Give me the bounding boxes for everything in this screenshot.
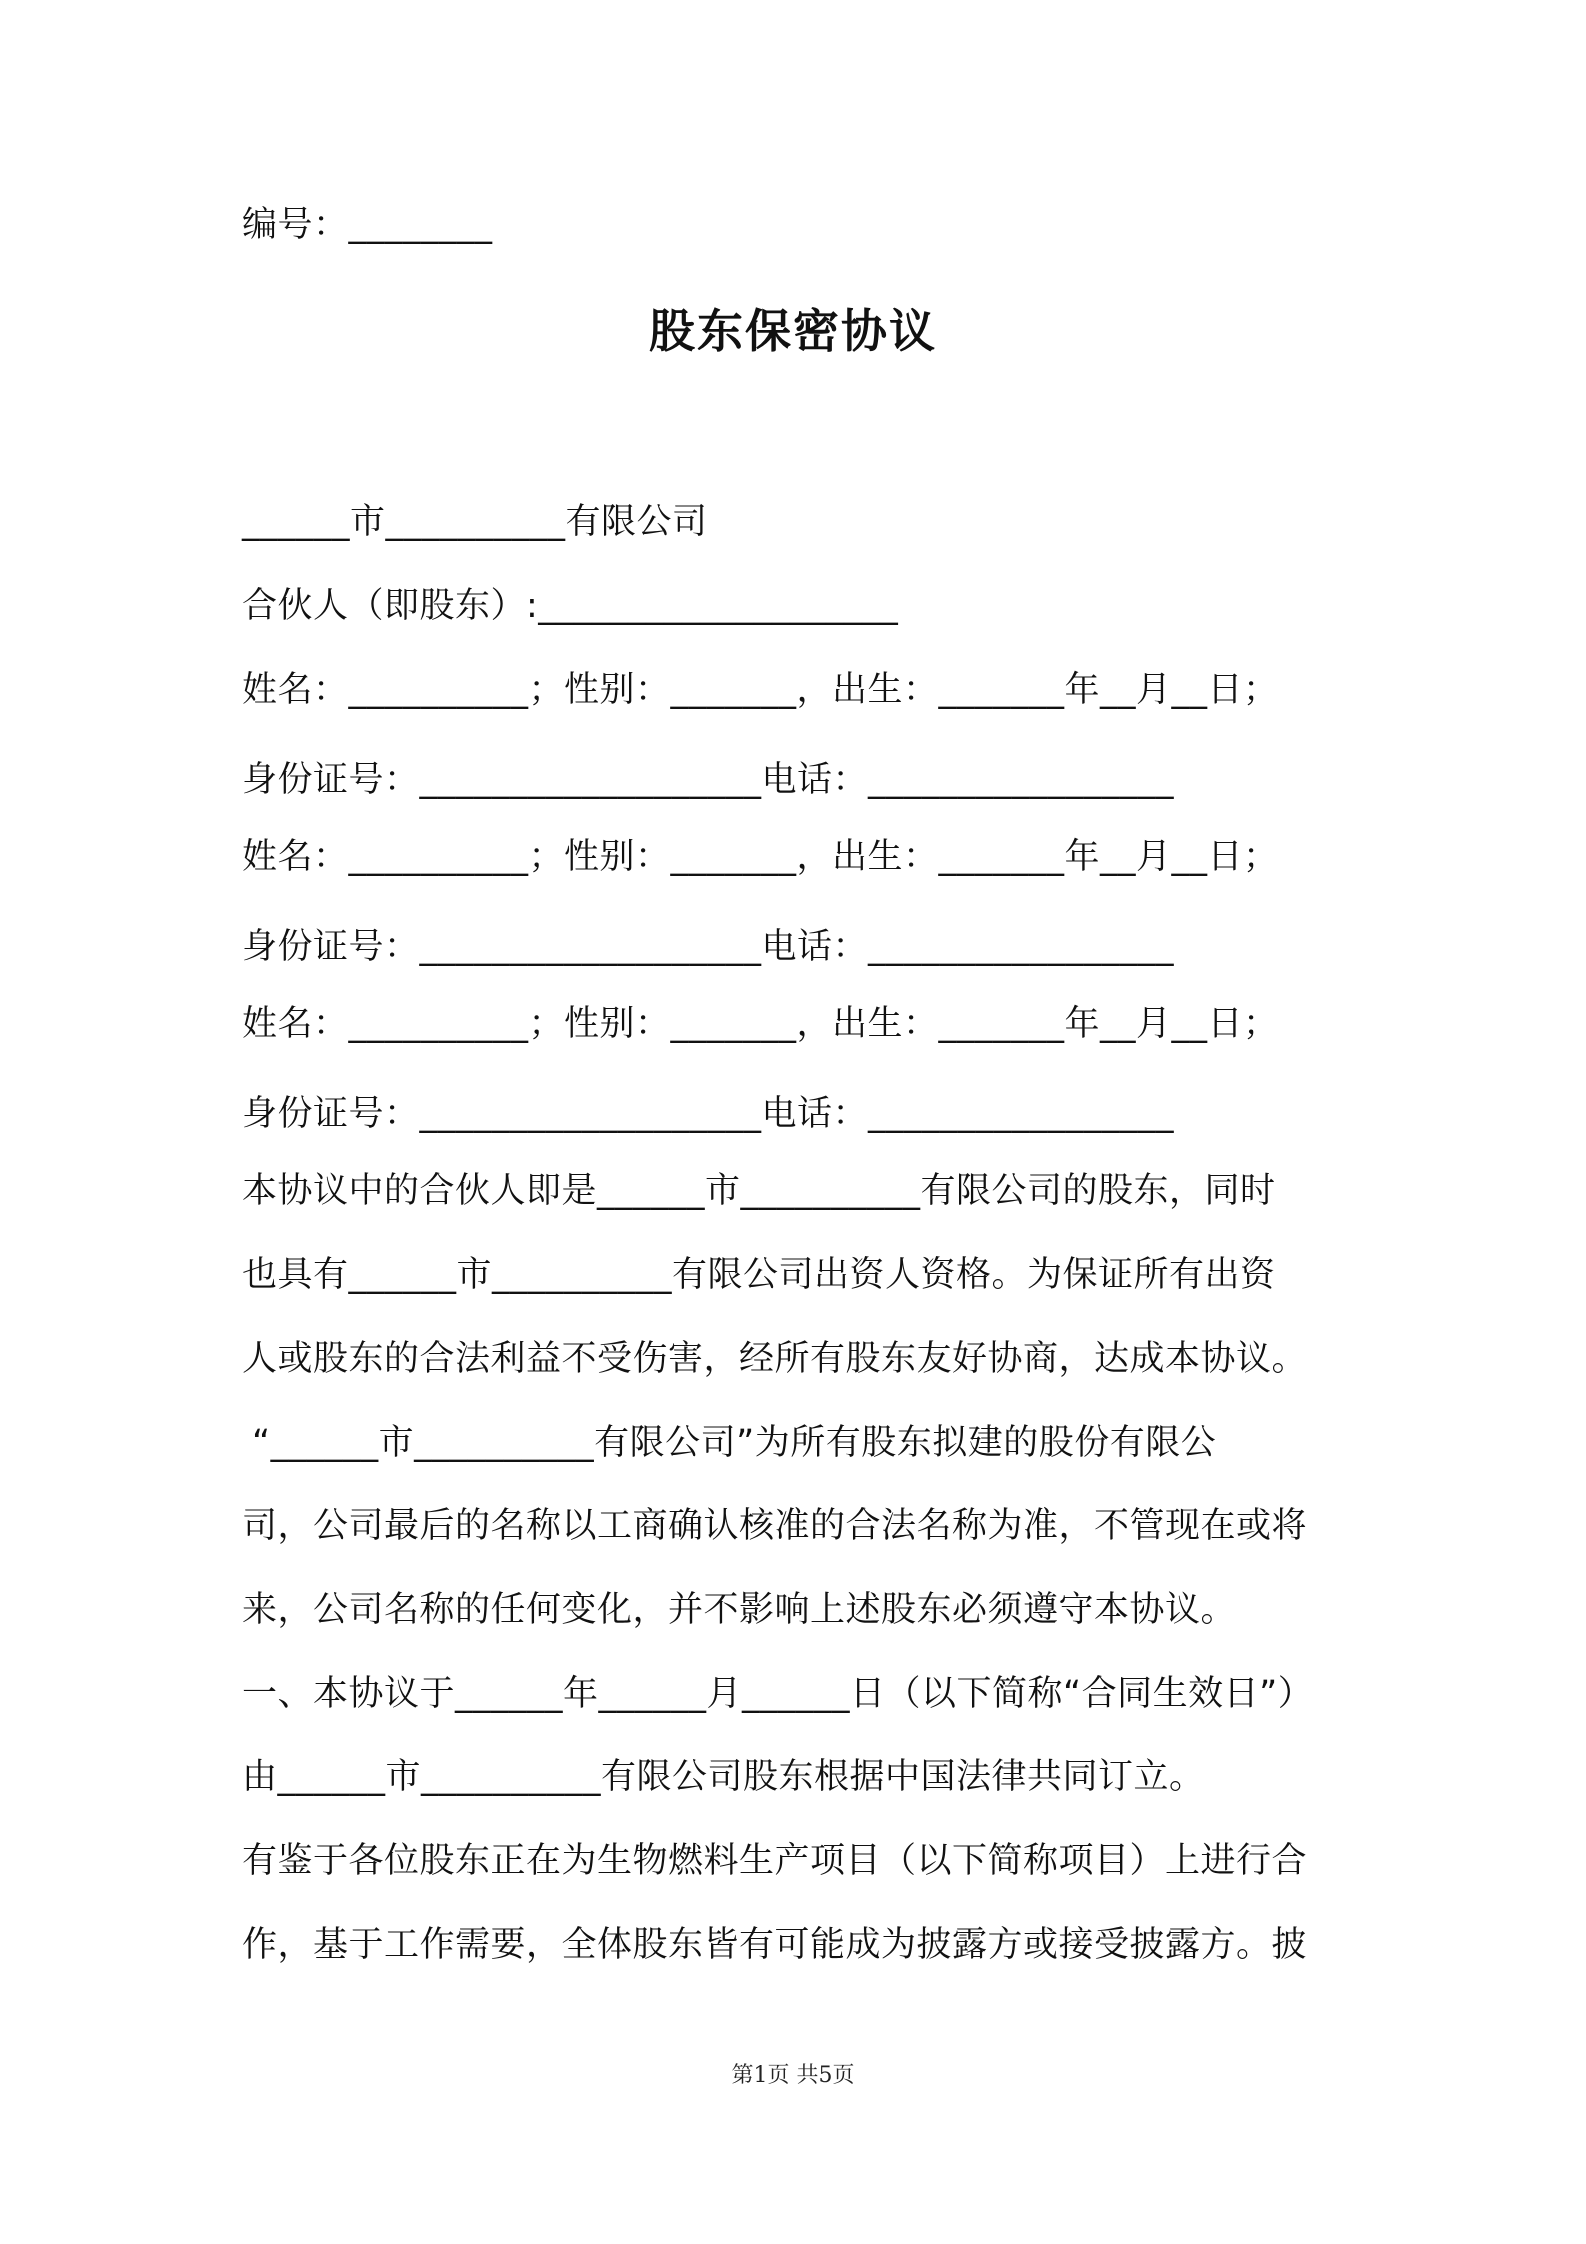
body-paragraph-line: 也具有______市__________有限公司出资人资格。为保证所有出资 bbox=[242, 1255, 1276, 1295]
body-paragraph-line: 人或股东的合法利益不受伤害，经所有股东友好协商，达成本协议。 bbox=[242, 1339, 1308, 1379]
body-paragraph-line: 作，基于工作需要，全体股东皆有可能成为披露方或接受披露方。披 bbox=[242, 1925, 1308, 1965]
body-paragraph-line: 本协议中的合伙人即是______市__________有限公司的股东，同时 bbox=[242, 1171, 1276, 1211]
shareholder-1-id-phone: 身份证号：___________________电话：_________________ bbox=[242, 760, 1175, 800]
page-footer: 第1页 共5页 bbox=[731, 2063, 855, 2088]
document-title: 股东保密协议 bbox=[649, 304, 937, 358]
clause-1-line: 由______市__________有限公司股东根据中国法律共同订立。 bbox=[242, 1757, 1205, 1797]
clause-1-line: 一、本协议于______年______月______日（以下简称“合同生效日”） bbox=[242, 1674, 1314, 1714]
shareholder-3-id-phone: 身份证号：___________________电话：_________________ bbox=[242, 1094, 1175, 1134]
body-paragraph-line: 有鉴于各位股东正在为生物燃料生产项目（以下简称项目）上进行合 bbox=[242, 1841, 1308, 1881]
shareholder-2-id-phone: 身份证号：___________________电话：_________________ bbox=[242, 927, 1175, 967]
company-name-line: ______市__________有限公司 bbox=[242, 502, 708, 542]
shareholder-2-info: 姓名：__________；性别：_______，出生：_______年__月__日； bbox=[242, 837, 1279, 877]
body-paragraph-line: 司，公司最后的名称以工商确认核准的合法名称为准，不管现在或将 bbox=[242, 1506, 1308, 1546]
document-number: 编号：________ bbox=[242, 205, 493, 245]
shareholder-3-info: 姓名：__________；性别：_______，出生：_______年__月__日； bbox=[242, 1004, 1279, 1044]
shareholder-1-info: 姓名：__________；性别：_______，出生：_______年__月__日； bbox=[242, 670, 1279, 710]
body-paragraph-line: “______市__________有限公司”为所有股东拟建的股份有限公 bbox=[252, 1423, 1217, 1463]
body-paragraph-line: 来，公司名称的任何变化，并不影响上述股东必须遵守本协议。 bbox=[242, 1590, 1237, 1630]
partner-heading: 合伙人（即股东）:____________________ bbox=[242, 586, 899, 626]
